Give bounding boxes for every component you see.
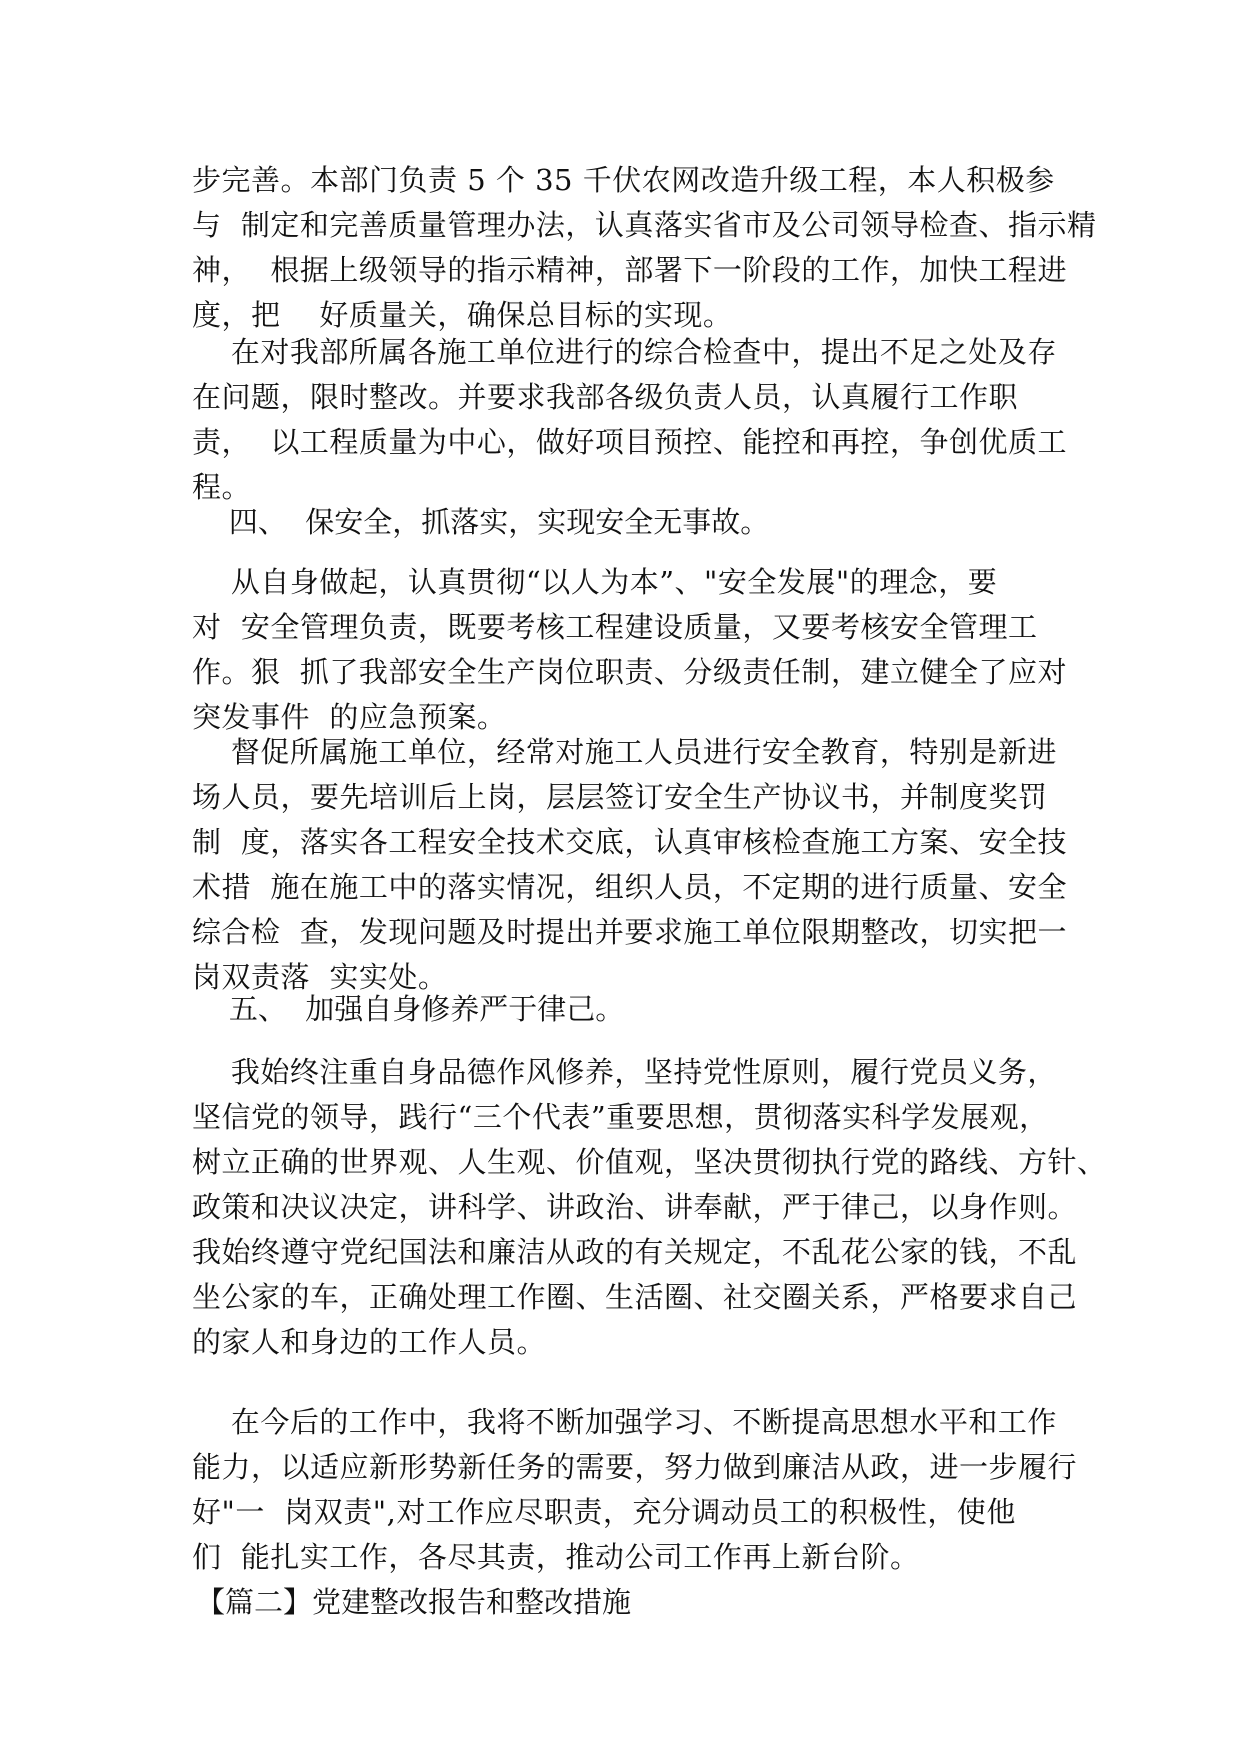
section-heading-5	[192, 987, 1082, 1032]
text-line: 能力，以适应新形势新任务的需要，努力做到廉洁从政，进一步履行	[192, 1450, 1078, 1484]
text-line: 我始终遵守党纪国法和廉洁从政的有关规定，不乱花公家的钱，不乱	[192, 1235, 1078, 1269]
text-line: 突发事件 的应急预案。	[192, 700, 507, 734]
text-line: 们 能扎实工作，各尽其责，推动公司工作再上新台阶。	[192, 1540, 920, 1574]
text-line: 术措 施在施工中的落实情况，组织人员，不定期的进行质量、安全	[192, 870, 1067, 904]
text-line: 度，把 好质量关，确保总目标的实现。	[192, 298, 733, 332]
text-line: 坐公家的车，正确处理工作圈、生活圈、社交圈关系，严格要求自己	[192, 1280, 1078, 1314]
text-line: 神， 根据上级领导的指示精神，部署下一阶段的工作，加快工程进	[192, 253, 1067, 287]
text-line: 与 制定和完善质量管理办法，认真落实省市及公司领导检查、指示精	[192, 208, 1097, 242]
paragraph-1	[192, 158, 1097, 338]
text-line: 好"一 岗双责",对工作应尽职责，充分调动员工的积极性，使他	[192, 1495, 1016, 1529]
section-heading: 五、 加强自身修养严于律己。	[192, 992, 625, 1026]
text-line: 督促所属施工单位，经常对施工人员进行安全教育，特别是新进	[192, 735, 1057, 769]
text-line: 在对我部所属各施工单位进行的综合检查中，提出不足之处及存	[192, 335, 1057, 369]
text-line: 步完善。本部门负责 5 个 35 千伏农网改造升级工程，本人积极参	[192, 163, 1055, 197]
text-line: 岗双责落 实实处。	[192, 960, 448, 994]
text-line: 制 度，落实各工程安全技术交底，认真审核检查施工方案、安全技	[192, 825, 1067, 859]
text-line: 从自身做起，认真贯彻“以人为本”、"安全发展"的理念，要	[192, 565, 998, 599]
text-line: 程。	[192, 470, 252, 504]
text-line: 坚信党的领导，践行“三个代表”重要思想，贯彻落实科学发展观，	[192, 1100, 1049, 1134]
text-line: 责， 以工程质量为中心，做好项目预控、能控和再控，争创优质工	[192, 425, 1067, 459]
text-line: 政策和决议决定，讲科学、讲政治、讲奉献，严于律己，以身作则。	[192, 1190, 1078, 1224]
section-heading: 四、 保安全，抓落实，实现安全无事故。	[192, 505, 770, 539]
text-line: 在今后的工作中，我将不断加强学习、不断提高思想水平和工作	[192, 1405, 1057, 1439]
text-line: 对 安全管理负责，既要考核工程建设质量，又要考核安全管理工	[192, 610, 1038, 644]
text-line: 作。狠 抓了我部安全生产岗位职责、分级责任制，建立健全了应对	[192, 655, 1067, 689]
text-line: 在问题，限时整改。并要求我部各级负责人员，认真履行工作职	[192, 380, 1019, 414]
paragraph-5	[192, 1050, 1107, 1365]
next-section-title	[196, 1580, 1086, 1625]
text-line: 场人员，要先培训后上岗，层层签订安全生产协议书，并制度奖罚	[192, 780, 1048, 814]
paragraph-6	[192, 1400, 1082, 1580]
text-line: 我始终注重自身品德作风修养，坚持党性原则，履行党员义务，	[192, 1055, 1057, 1089]
paragraph-2	[192, 330, 1082, 510]
paragraph-4	[192, 730, 1082, 1000]
document-section-title: 【篇二】党建整改报告和整改措施	[196, 1585, 632, 1619]
text-line: 树立正确的世界观、人生观、价值观，坚决贯彻执行党的路线、方针、	[192, 1145, 1107, 1179]
section-heading-4	[192, 500, 1082, 545]
text-line: 的家人和身边的工作人员。	[192, 1325, 547, 1359]
text-line: 综合检 查，发现问题及时提出并要求施工单位限期整改，切实把一	[192, 915, 1067, 949]
paragraph-3	[192, 560, 1082, 740]
